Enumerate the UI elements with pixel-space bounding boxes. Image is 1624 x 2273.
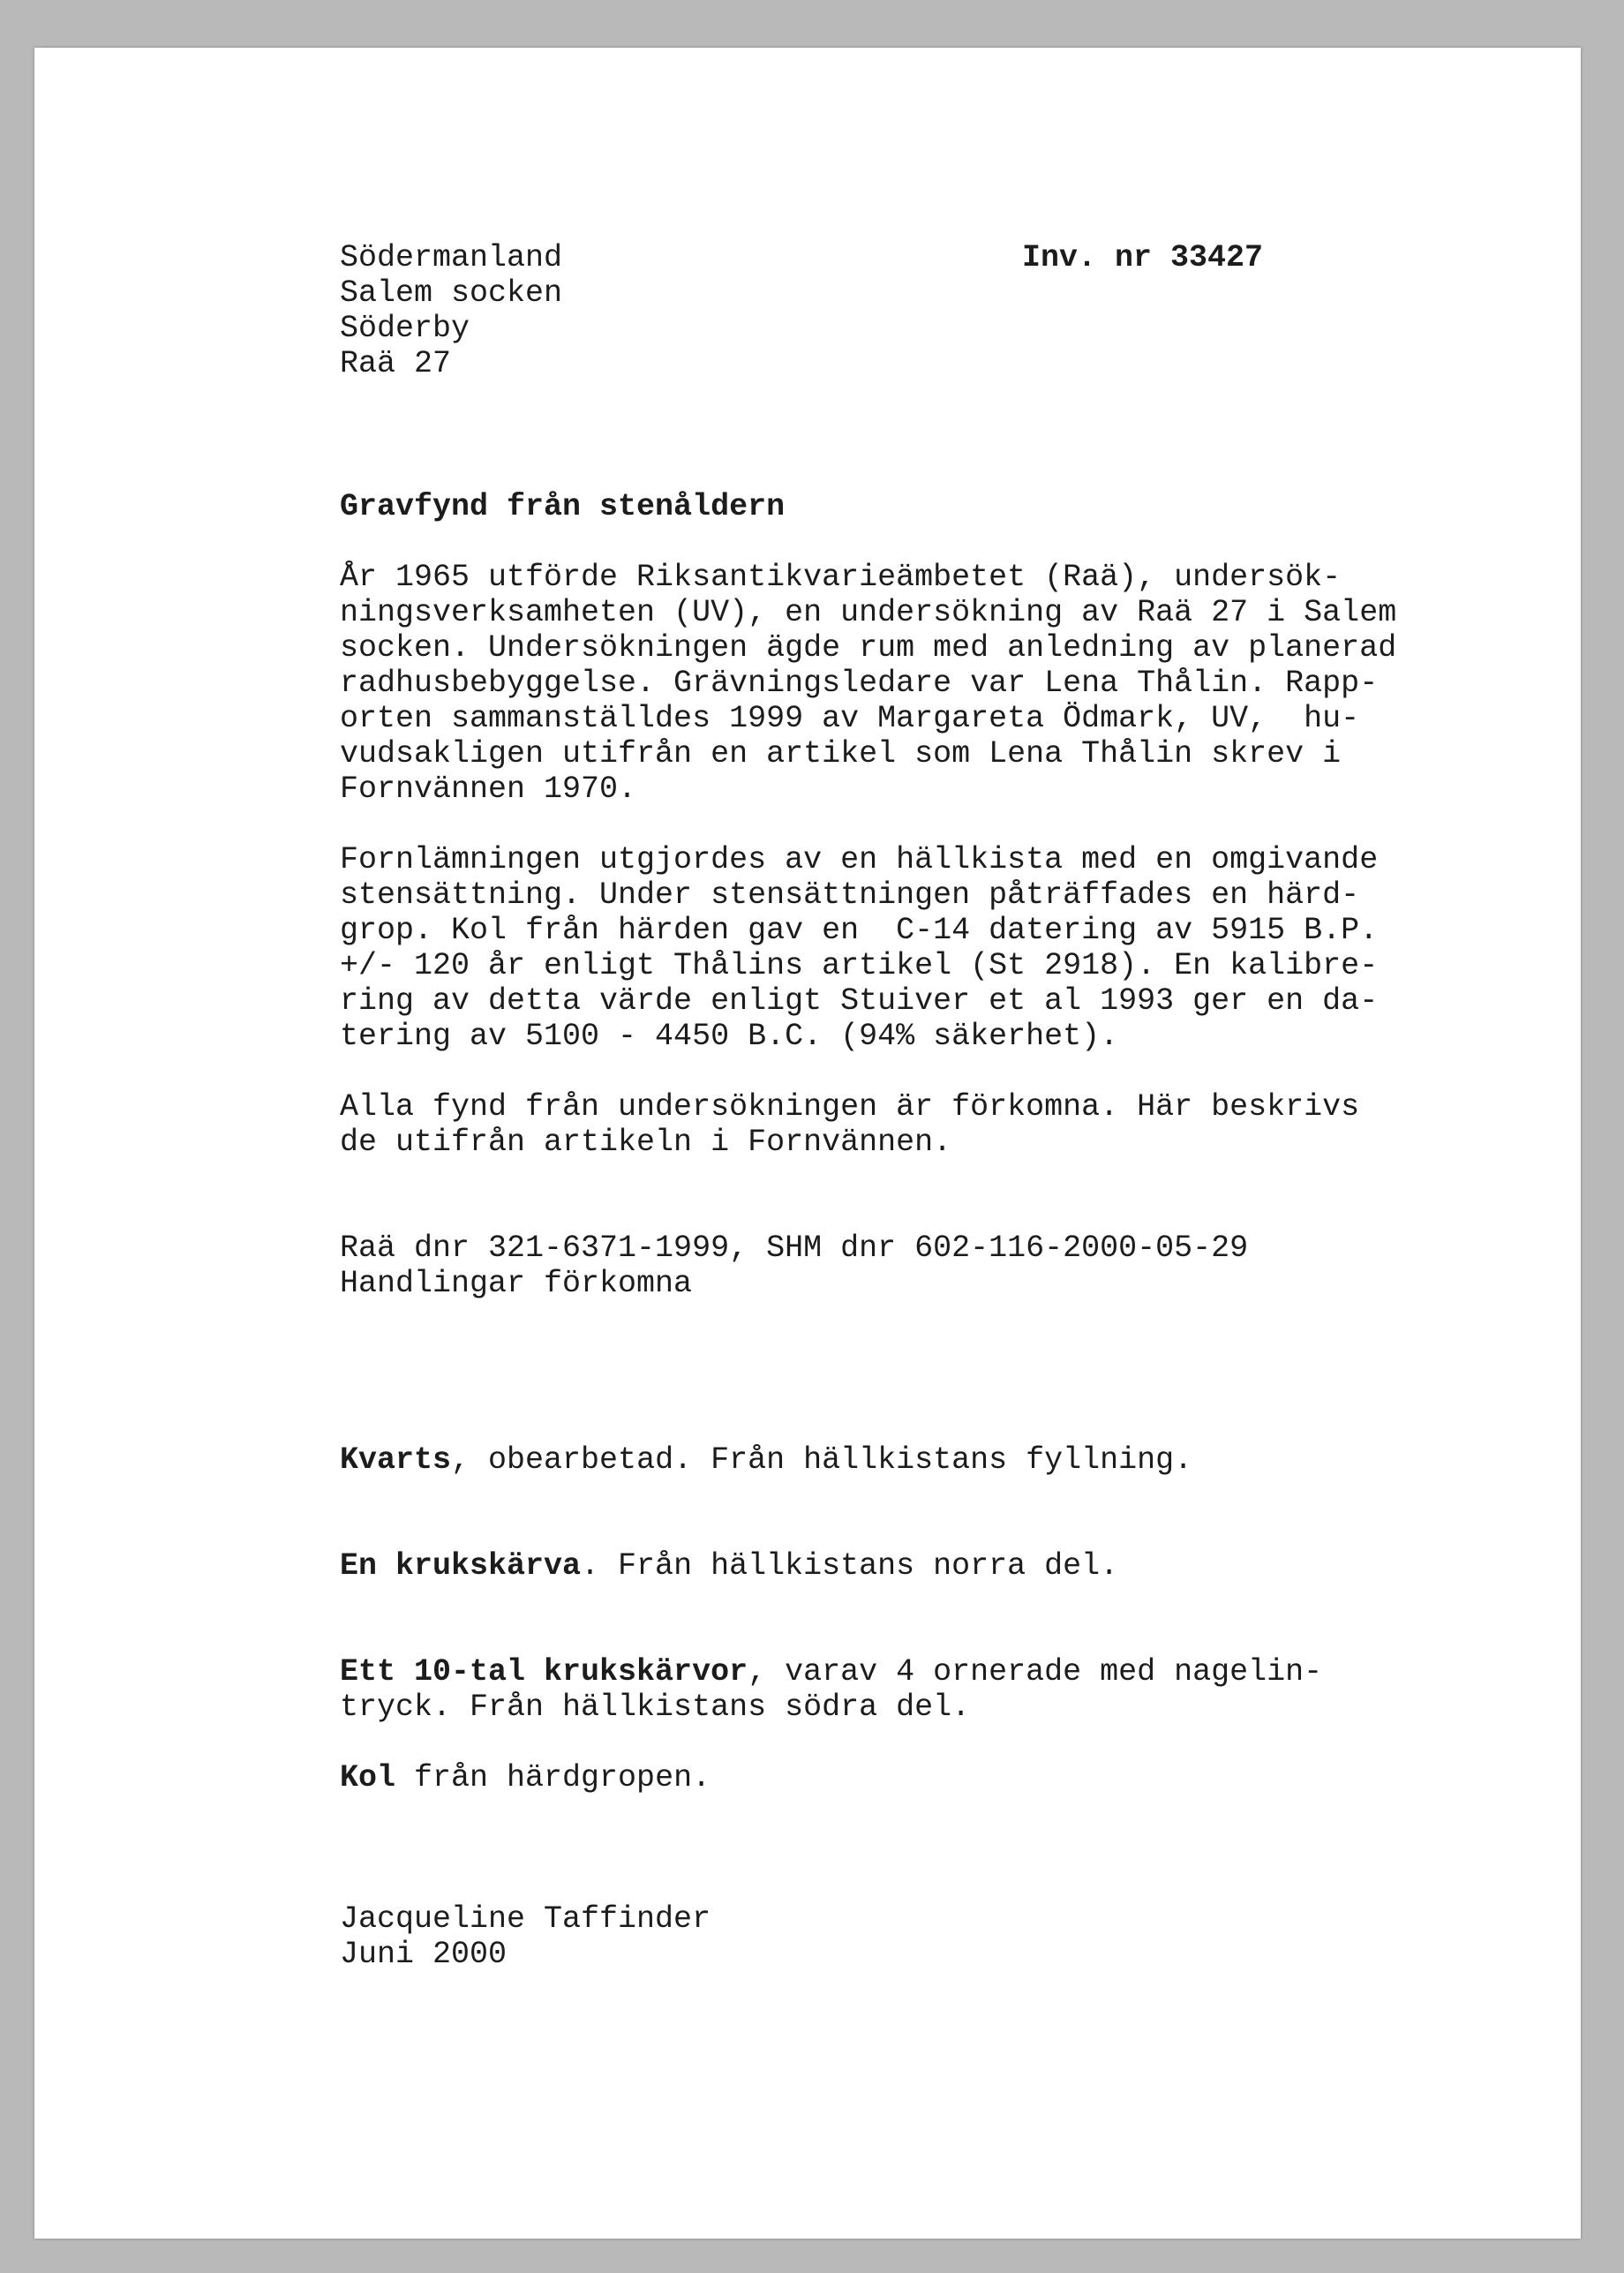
paragraph-line: År 1965 utförde Riksantikvarieämbetet (Raä), undersök- bbox=[340, 560, 1342, 595]
paragraph-line: ningsverksamheten (UV), en undersökning av Raä 27 i Salem bbox=[340, 595, 1397, 630]
paragraph-line: ring av detta värde enligt Stuiver et al 1993 ger en da- bbox=[340, 983, 1379, 1019]
find-name: Kvarts bbox=[340, 1442, 452, 1478]
paragraph-line: radhusbebyggelse. Grävningsledare var Lena Thålin. Rapp- bbox=[340, 666, 1379, 701]
location-place: Söderby bbox=[340, 311, 470, 346]
find-description: från härdgropen. bbox=[395, 1760, 711, 1795]
location-parish: Salem socken bbox=[340, 275, 563, 311]
find-description-continued: tryck. Från hällkistans södra del. bbox=[340, 1690, 971, 1725]
document-title: Gravfynd från stenåldern bbox=[340, 489, 786, 524]
inventory-number: Inv. nr 33427 bbox=[1022, 240, 1264, 275]
find-name: Ett 10-tal krukskärvor bbox=[340, 1654, 748, 1690]
paragraph-line: stensättning. Under stensättningen påträffades en härd- bbox=[340, 877, 1360, 913]
reference-note: Handlingar förkomna bbox=[340, 1266, 693, 1301]
paragraph-line: vudsakligen utifrån en artikel som Lena Thålin skrev i bbox=[340, 736, 1342, 771]
find-description: . Från hällkistans norra del. bbox=[581, 1548, 1119, 1584]
paragraph-line: Fornlämningen utgjordes av en hällkista med en omgivande bbox=[340, 842, 1379, 877]
paragraph-line: socken. Undersökningen ägde rum med anledning av planerad bbox=[340, 630, 1397, 666]
find-item bbox=[340, 1442, 1192, 1478]
paragraph-line: tering av 5100 - 4450 B.C. (94% säkerhet). bbox=[340, 1019, 1119, 1054]
paragraph-line: de utifrån artikeln i Fornvännen. bbox=[340, 1125, 952, 1160]
signature-name: Jacqueline Taffinder bbox=[340, 1901, 711, 1937]
find-item bbox=[340, 1548, 1118, 1584]
find-item bbox=[340, 1760, 710, 1795]
paragraph-line: grop. Kol från härden gav en C-14 datering av 5915 B.P. bbox=[340, 913, 1379, 948]
find-description: , varav 4 ornerade med nagelin- bbox=[748, 1654, 1323, 1690]
location-county: Södermanland bbox=[340, 240, 563, 275]
reference-numbers: Raä dnr 321-6371-1999, SHM dnr 602-116-2000-05-29 bbox=[340, 1231, 1249, 1266]
find-name: Kol bbox=[340, 1760, 396, 1795]
paragraph-line: orten sammanställdes 1999 av Margareta Ödmark, UV, hu- bbox=[340, 701, 1360, 736]
find-item bbox=[340, 1654, 1322, 1690]
signature-date: Juni 2000 bbox=[340, 1937, 508, 1972]
paragraph-line: Fornvännen 1970. bbox=[340, 771, 637, 807]
paragraph-line: +/- 120 år enligt Thålins artikel (St 2918). En kalibre- bbox=[340, 948, 1379, 983]
find-name: En krukskärva bbox=[340, 1548, 582, 1584]
find-description: , obearbetad. Från hällkistans fyllning. bbox=[451, 1442, 1193, 1478]
location-site: Raä 27 bbox=[340, 346, 452, 381]
paragraph-line: Alla fynd från undersökningen är förkomna. Här beskrivs bbox=[340, 1089, 1360, 1125]
